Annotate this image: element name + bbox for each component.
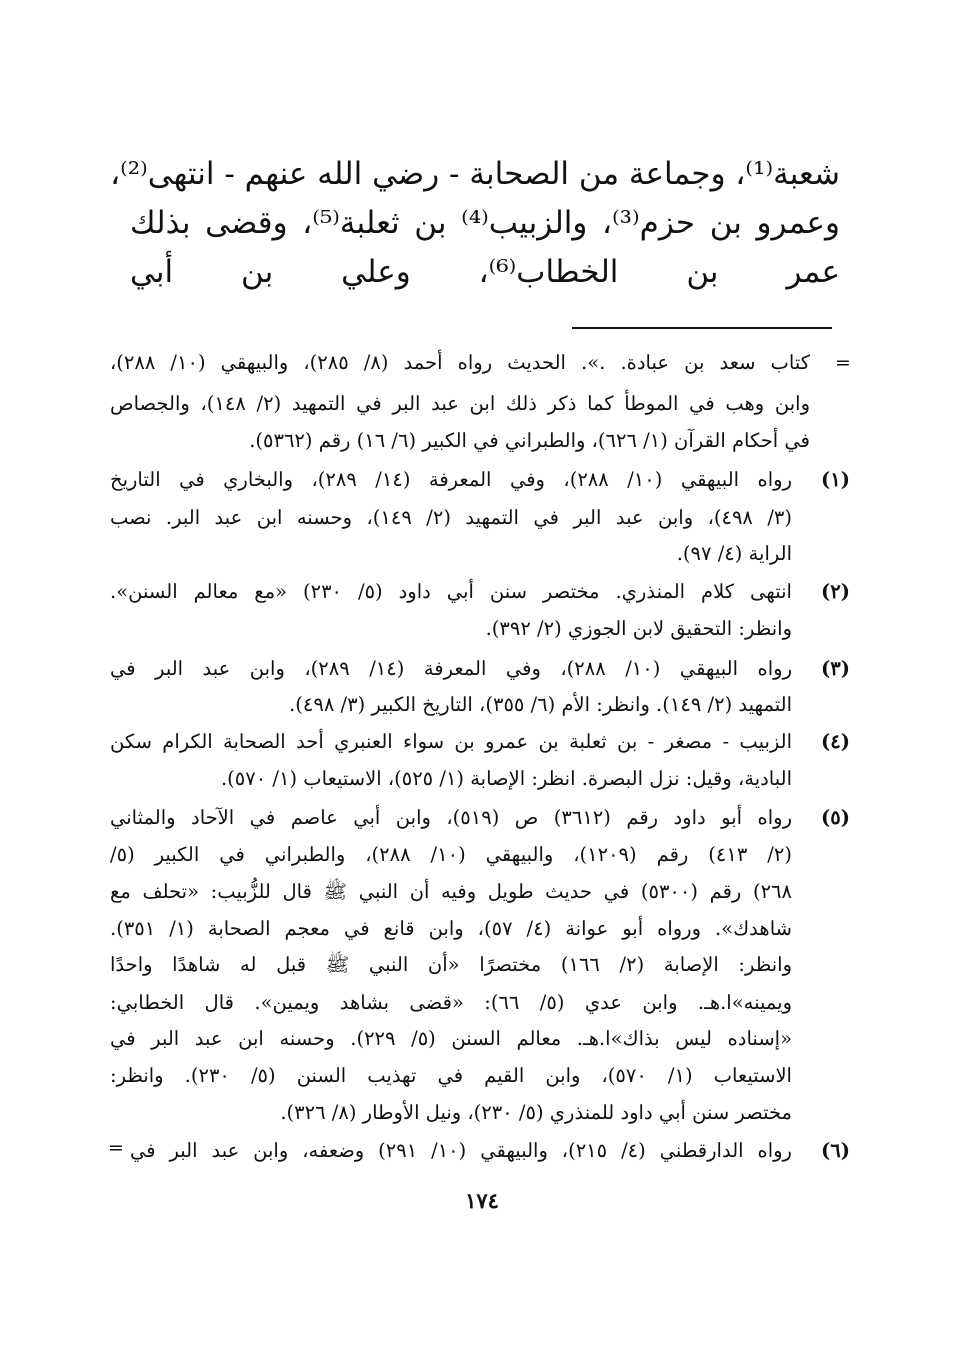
footnote-line: [110, 1022, 850, 1056]
footnote-line: [110, 1059, 850, 1093]
footnote-item: [110, 801, 850, 835]
footnote-item: [110, 1134, 850, 1168]
page-number: ١٧٤: [465, 1188, 499, 1213]
footnote-number: (٣): [821, 657, 850, 680]
footnote-line: [110, 948, 850, 982]
footnote-text: ويمينه»ا.هـ. وابن عدي (٥/ ٦٦): «قضى بشاهد ويمين». قال الخطابي:: [110, 991, 792, 1014]
footnote-text: الزبيب - مصغر - بن ثعلبة بن عمرو بن سواء العنبري أحد الصحابة الكرام سكن: [110, 730, 792, 753]
footnote-continuation-line: [110, 424, 810, 458]
footnote-item: [110, 575, 850, 609]
footnote-number: (٦): [821, 1139, 850, 1162]
footnote-item: [110, 463, 850, 497]
footnote-line: [110, 912, 850, 946]
footnote-text: كتاب سعد بن عبادة. .». الحديث رواه أحمد (٨/ ٢٨٥)، والبيهقي (١٠/ ٢٨٨)،: [110, 351, 810, 374]
footnote-text: البادية، وقيل: نزل البصرة. انظر: الإصابة (١/ ٥٢٥)، الاستيعاب (١/ ٥٧٠).: [220, 767, 792, 790]
footnote-line: [110, 986, 850, 1020]
footnote-number: (٢): [821, 580, 850, 603]
footnote-number: (٤): [821, 730, 850, 753]
footnote-continuation-line: [110, 387, 810, 421]
footnote-text: ٢٦٨) رقم (٥٣٠٠) في حديث طويل وفيه أن النبي ﷺ قال للزُّبيب: «تحلف مع: [110, 880, 792, 903]
footnote-text: رواه البيهقي (١٠/ ٢٨٨)، وفي المعرفة (١٤/ ٢٨٩)، والبخاري في التاريخ: [110, 468, 792, 491]
footnote-text: (٢/ ٤١٣) رقم (١٢٠٩)، والبيهقي (١٠/ ٢٨٨)، والطبراني في الكبير (٥/: [110, 843, 792, 866]
footnote-text: وانظر: التحقيق لابن الجوزي (٢/ ٣٩٢).: [485, 617, 792, 640]
footnote-text: رواه أبو داود رقم (٣٦١٢) ص (٥١٩)، وابن أبي عاصم في الآحاد والمثاني: [110, 806, 792, 829]
footnote-line: [110, 501, 850, 535]
main-text-line: عمر بن الخطاب⁽⁶⁾، وعلي بن أبي: [130, 254, 840, 290]
footnote-text: شاهدك». ورواه أبو عوانة (٤/ ٥٧)، وابن قانع في معجم الصحابة (١/ ٣٥١).: [110, 917, 792, 940]
footnote-number: (١): [821, 468, 850, 491]
footnote-line: [110, 688, 850, 722]
footnote-text: مختصر سنن أبي داود للمنذري (٥/ ٢٣٠)، ونيل الأوطار (٨/ ٣٢٦).: [280, 1101, 792, 1124]
footnote-item: [110, 725, 850, 759]
footnote-text: «إسناده ليس بذاك»ا.هـ. معالم السنن (٥/ ٢٢٩). وحسنه ابن عبد البر في: [110, 1027, 792, 1050]
footnote-line: [110, 762, 850, 796]
footnote-text: في أحكام القرآن (١/ ٦٢٦)، والطبراني في الكبير (٦/ ١٦) رقم (٥٣٦٢).: [249, 429, 810, 452]
footnote-text: رواه الدارقطني (٤/ ٢١٥)، والبيهقي (١٠/ ٢٩١) وضعفه، وابن عبد البر في: [130, 1139, 792, 1162]
footnote-text: وابن وهب في الموطأ كما ذكر ذلك ابن عبد البر في التمهيد (٢/ ١٤٨)، والجصاص: [110, 392, 811, 415]
footnote-text: انتهى كلام المنذري. مختصر سنن أبي داود (٥/ ٢٣٠) «مع معالم السنن».: [110, 580, 792, 603]
footnote-line: [110, 838, 850, 872]
footnote-continuation-line: [110, 346, 810, 380]
footnote-line: [110, 612, 850, 646]
footnote-text: الاستيعاب (١/ ٥٧٠)، وابن القيم في تهذيب السنن (٥/ ٢٣٠). وانظر:: [110, 1064, 792, 1087]
footnote-text: (٣/ ٤٩٨)، وابن عبد البر في التمهيد (٢/ ١٤٩)، وحسنه ابن عبد البر. نصب: [110, 506, 792, 529]
footnote-line: [110, 537, 850, 571]
footnote-text: رواه البيهقي (١٠/ ٢٨٨)، وفي المعرفة (١٤/ ٢٨٩)، وابن عبد البر في: [110, 657, 792, 680]
footnote-item: [110, 652, 850, 686]
footnote-line: [110, 875, 850, 909]
footnote-text: الراية (٤/ ٩٧).: [676, 542, 792, 565]
footnote-number: (٥): [821, 806, 850, 829]
footnotes: [110, 0, 850, 1361]
continuation-marker: =: [835, 352, 851, 374]
footnote-text: وانظر: الإصابة (٢/ ١٦٦) مختصرًا «أن النبي ﷺ قبل له شاهدًا واحدًا: [110, 953, 792, 976]
main-text-line: وعمرو بن حزم⁽³⁾، والزبيب⁽⁴⁾ بن ثعلبة⁽⁵⁾، وقضى بذلك: [130, 205, 840, 241]
continued-marker: =: [108, 1137, 124, 1159]
footnote-text: التمهيد (٢/ ١٤٩). وانظر: الأم (٦/ ٣٥٥)، التاريخ الكبير (٣/ ٤٩٨).: [289, 693, 792, 716]
main-text-line: شعبة⁽¹⁾، وجماعة من الصحابة - رضي الله عنهم - انتهى⁽²⁾،: [110, 156, 840, 192]
footnote-line: [110, 1096, 850, 1130]
